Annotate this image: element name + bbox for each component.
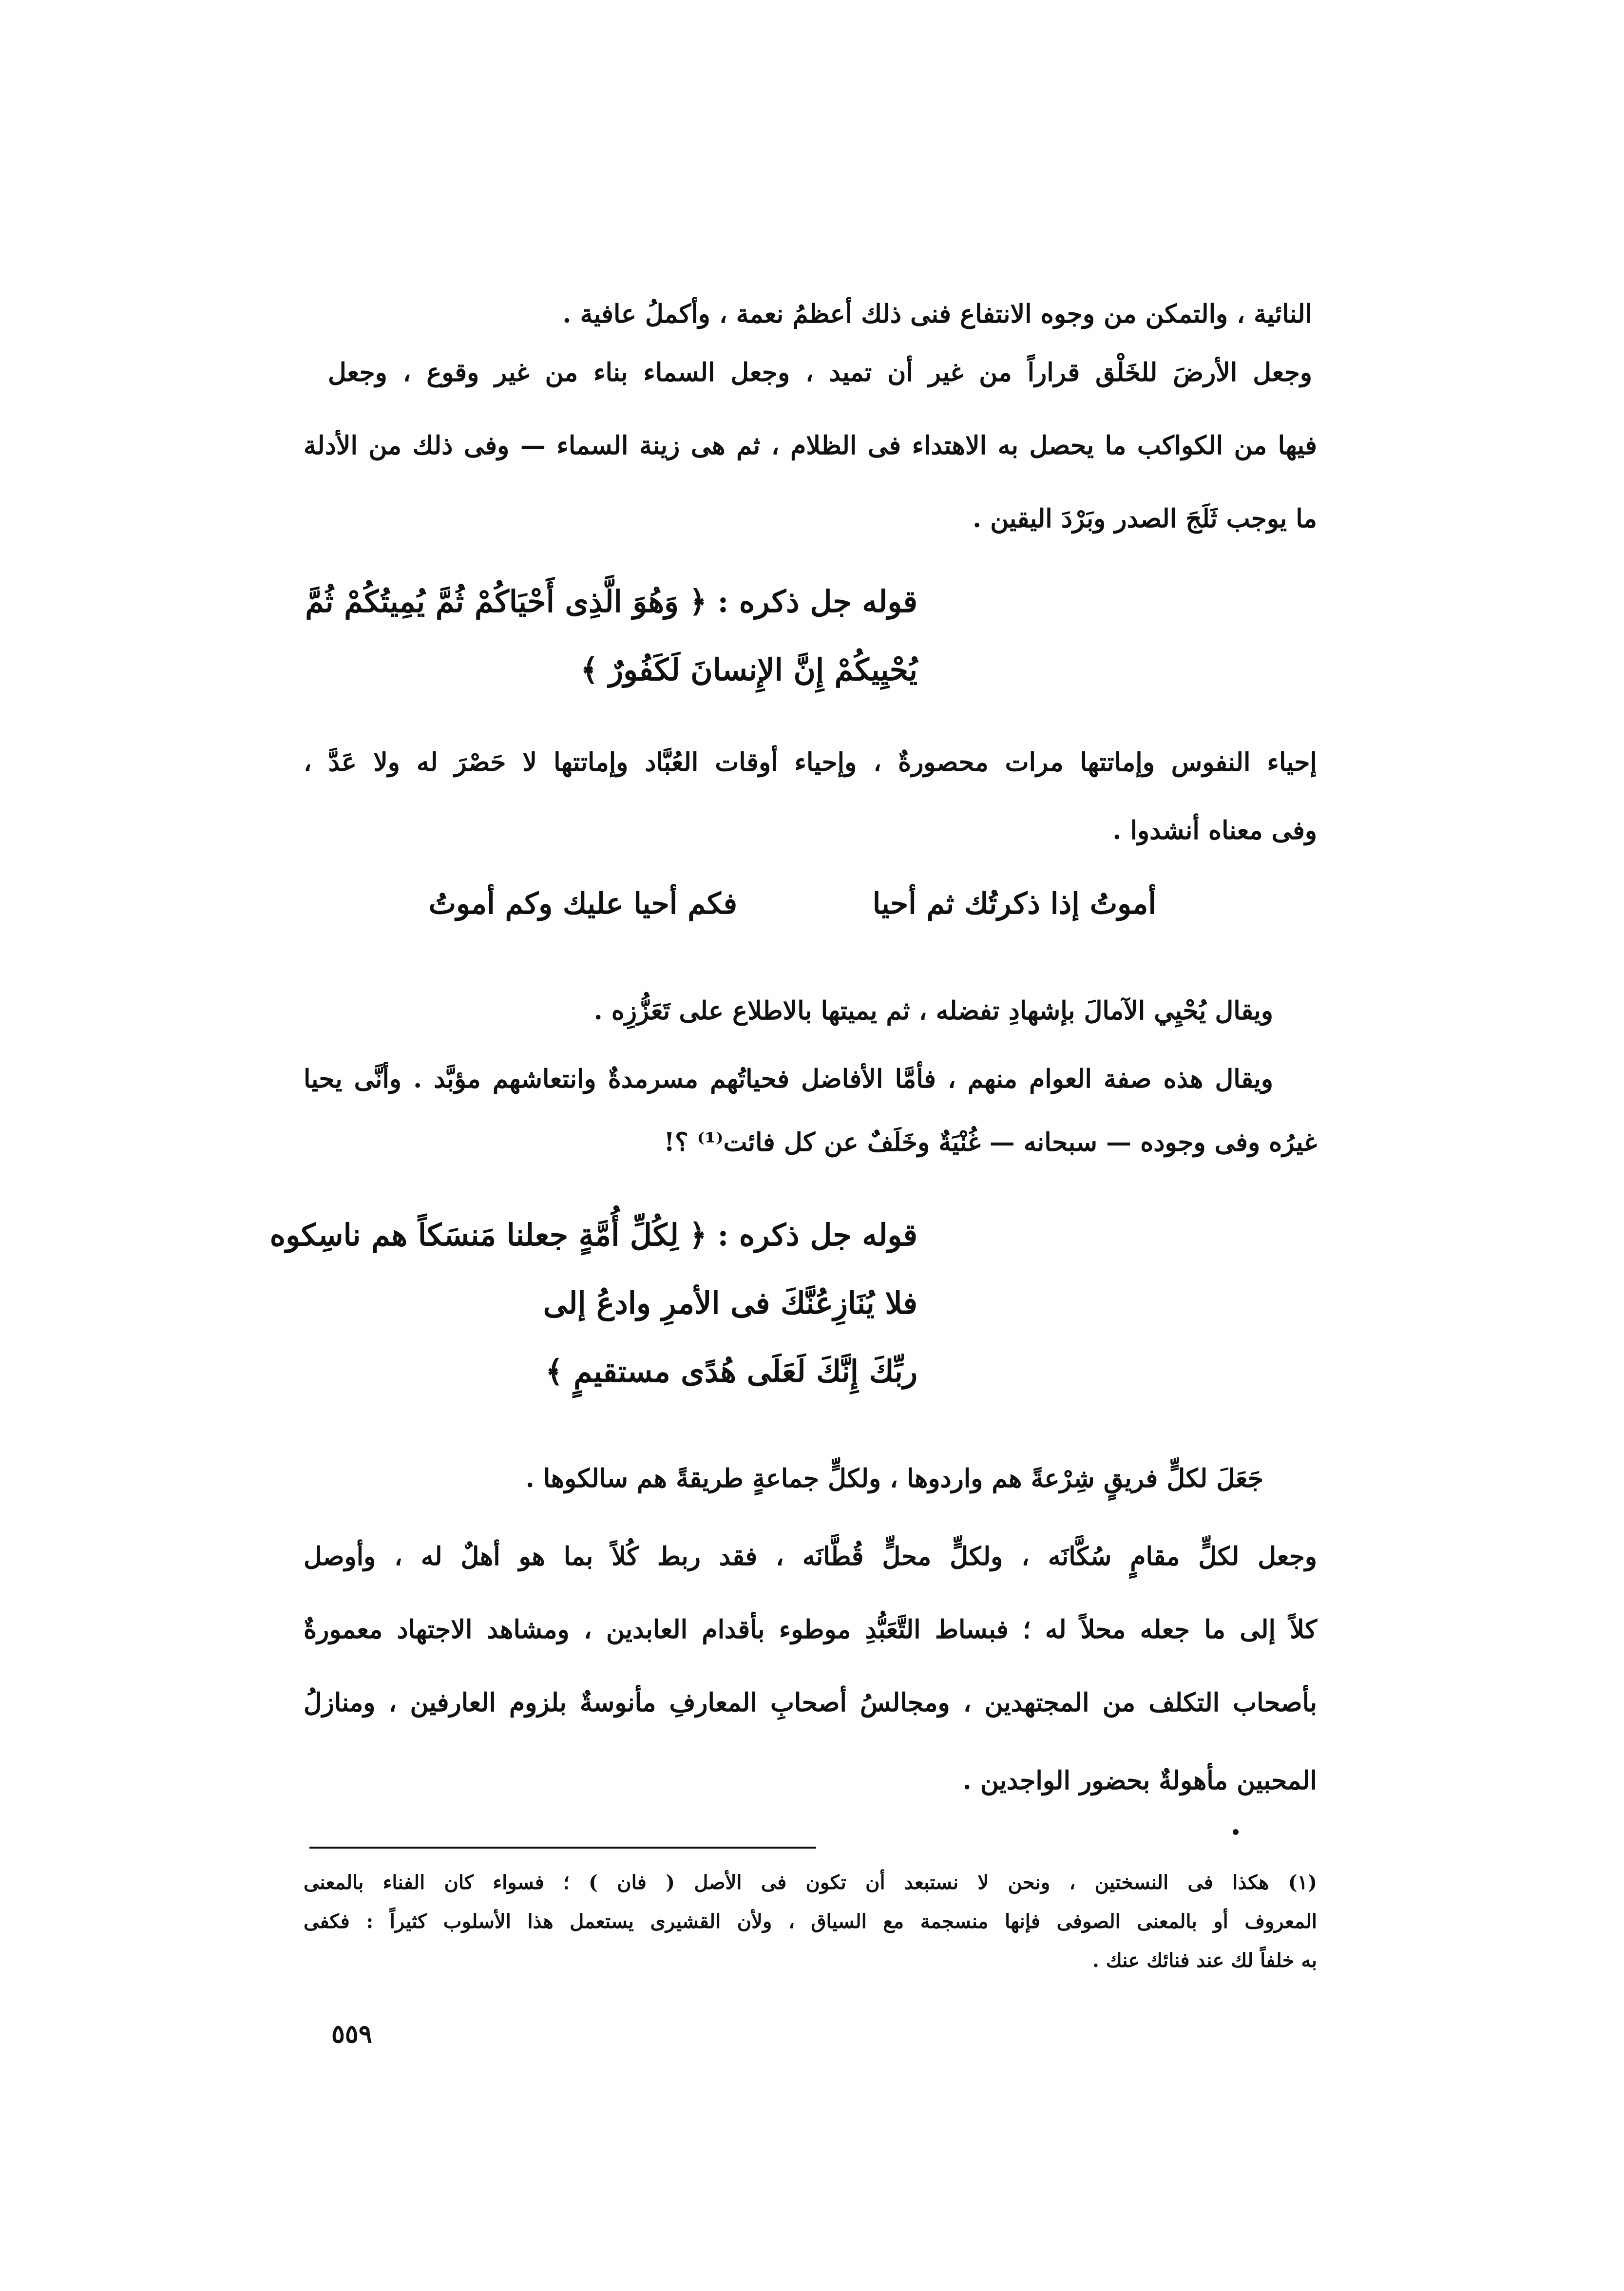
paragraph-line: وجعل الأرضَ للخَلْق قراراً من غير أن تميد ، وجعل السماء بناء من غير وقوع ، وجعل <box>328 358 1312 387</box>
paragraph-line: كلاً إلى ما جعله محلاً له ؛ فبساط التَّعَبُّدِ موطوء بأقدام العابدين ، ومشاهد الاجتهاد معمورةٌ <box>304 1615 1318 1644</box>
page-number: ٥٥٩ <box>331 2019 372 2049</box>
paragraph-line: غيرُه وفى وجوده — سبحانه — غُنْيَةٌ وخَلَفٌ عن كل فائت⁽¹⁾ ؟! <box>664 1127 1317 1157</box>
footnote-mark-dot <box>1233 1829 1239 1835</box>
footnote-line: (١) هكذا فى النسختين ، ونحن لا نستبعد أن تكون فى الأصل ( فان ) ؛ فسواء كان الفناء بالمعنى <box>304 1871 1317 1894</box>
footnote-divider <box>309 1847 816 1849</box>
quran-quote-line: ربِّكَ إِنَّكَ لَعَلَى هُدًى مستقيمٍ ﴾ <box>545 1354 917 1389</box>
quran-quote-line: يُحْيِيكُمْ إِنَّ الإِنسانَ لَكَفُورٌ ﴾ <box>580 652 917 687</box>
verse-left-hemistich: فكم أحيا عليك وكم أموتُ <box>428 887 737 921</box>
paragraph-line: إحياء النفوس وإماتتها مرات محصورةٌ ، وإحياء أوقات العُبَّاد وإماتتها لا حَصْرَ له ولا عَدَّ ، <box>304 747 1317 777</box>
paragraph-line: المحبين مأهولةٌ بحضور الواجدين . <box>962 1766 1317 1795</box>
paragraph-line: وفى معناه أنشدوا . <box>1112 816 1317 845</box>
paragraph-line: جَعَلَ لكلٍّ فريقٍ شِرْعةً هم واردوها ، ولكلٍّ جماعةٍ طريقةً هم سالكوها . <box>525 1464 1263 1493</box>
quran-quote-line: قوله جل ذكره : ﴿ وَهُوَ الَّذِى أَحْيَاكُمْ ثُمَّ يُمِيتُكُمْ ثُمَّ <box>305 584 917 619</box>
paragraph-line: بأصحاب التكلف من المجتهدين ، ومجالسُ أصحابِ المعارفِ مأنوسةٌ بلزوم العارفين ، ومنازلُ <box>304 1688 1317 1718</box>
quran-quote-line: فلا يُنَازِعُنَّكَ فى الأمرِ وادعُ إلى <box>543 1285 917 1321</box>
paragraph-line: ما يوجب ثَلَجَ الصدر وبَرْدَ اليقين . <box>972 504 1317 534</box>
quran-quote-line: قوله جل ذكره : ﴿ لِكُلِّ أُمَّةٍ جعلنا مَنسَكاً هم ناسِكوه <box>269 1217 917 1253</box>
paragraph-line: ويقال يُحْيِي الآمالَ بإشهادِ تفضله ، ثم يميتها بالاطلاع على تَعَزُّزِه . <box>593 996 1273 1026</box>
paragraph-line: وجعل لكلٍّ مقامٍ سُكَّانَه ، ولكلٍّ محلٍّ قُطَّانَه ، فقد ربط كُلاً بما هو أهلٌ له ، وأوصل <box>304 1542 1317 1571</box>
verse-right-hemistich: أموتُ إذا ذكرتُك ثم أحيا <box>872 887 1156 921</box>
paragraph-line: فيها من الكواكب ما يحصل به الاهتداء فى الظلام ، ثم هى زينة السماء — وفى ذلك من الأدلة <box>304 431 1317 460</box>
paragraph-line: النائية ، والتمكن من وجوه الانتفاع فنى ذلك أعظمُ نعمة ، وأكملُ عافية . <box>562 299 1312 329</box>
footnote-line: به خلفاً لك عند فنائك عنك . <box>1092 1949 1317 1972</box>
paragraph-line: ويقال هذه صفة العوام منهم ، فأمَّا الأفاضل فحياتُهم مسرمدةٌ وانتعاشهم مؤبَّد . وأنَّى يحيا <box>304 1064 1273 1094</box>
footnote-line: المعروف أو بالمعنى الصوفى فإنها منسجمة مع السياق ، ولأن القشيرى يستعمل هذا الأسلوب كثيراً : فكفى <box>304 1910 1317 1933</box>
